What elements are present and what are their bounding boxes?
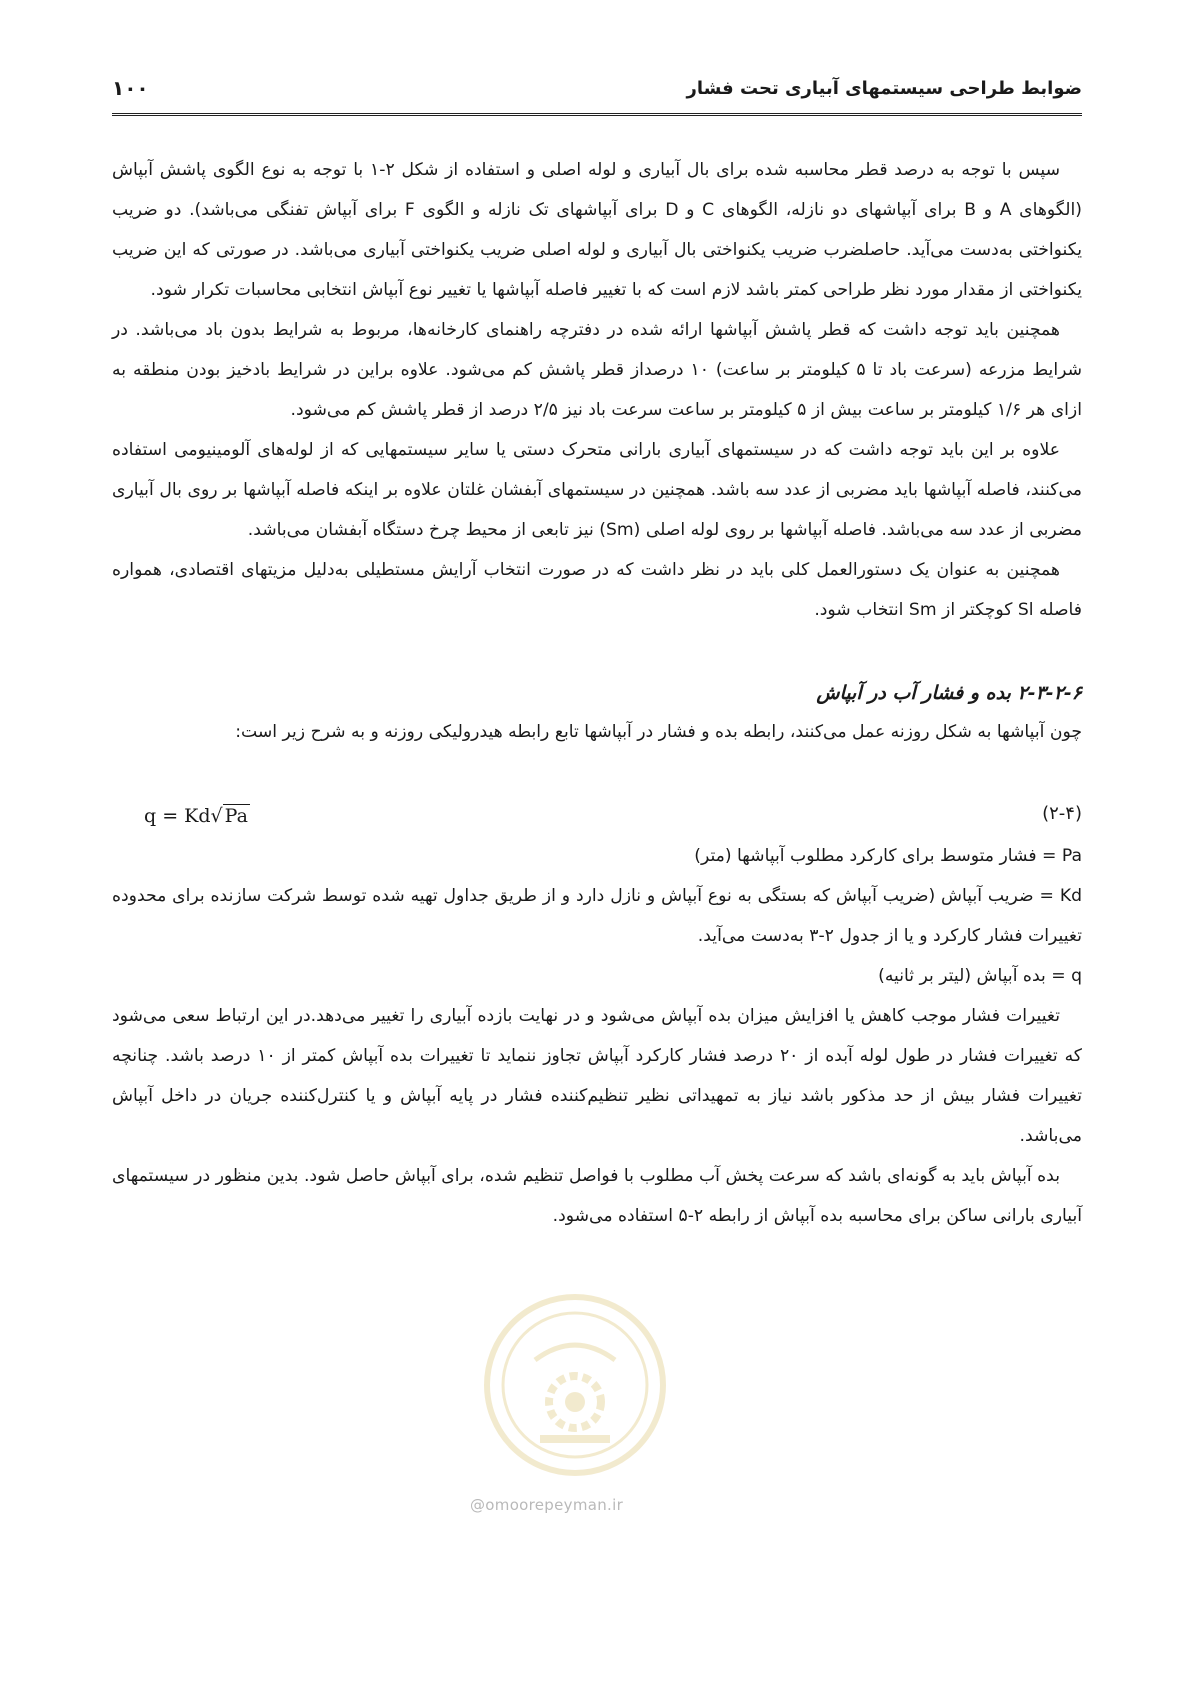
paragraph: سپس با توجه به درصد قطر محاسبه شده برای بال آبیاری و لوله اصلی و استفاده از شکل ۲-۱ با توجه به نوع الگوی پاشش آبپاش (الگوهای A و B برای آبپاشهای دو نازله، الگوهای C و D برای آبپاشهای تک نازله و الگوی F برای آبپاش تفنگی می‌باشد). دو ضریب یکنواختی به‌دست می‌آید. حاصلضرب ضریب یکنواختی بال آبیاری و لوله اصلی ضریب یکنواختی آبیاری می‌باشد. در صورتی که این ضریب یکنواختی از مقدار مورد نظر طراحی کمتر باشد لازم است که با تغییر فاصله آبپاشها یا تغییر نوع آبپاش انتخابی محاسبات تکرار شود. (112, 160, 1083, 300)
page-header (112, 70, 1082, 110)
equation-lhs: q = Kd (144, 805, 211, 827)
equation-radicand: Pa (224, 805, 248, 827)
definition-kd: Kd = ضریب آبپاش (ضریب آبپاش که بستگی به نوع آبپاش و نازل دارد و از طریق جداول تهیه شده توسط شرکت سازنده برای محدوده تغییرات فشار کارکرد و یا از جدول ۲-۳ به‌دست می‌آید. (112, 886, 1082, 946)
body-text (112, 150, 1082, 1236)
page-number: ۱۰۰ (112, 76, 149, 100)
equation-row (112, 790, 1082, 836)
paragraph: همچنین به عنوان یک دستورالعمل کلی باید در نظر داشت که در صورت انتخاب آرایش مستطیلی به‌دلیل مزیتهای اقتصادی، همواره فاصله Sl کوچکتر از Sm انتخاب شود. (112, 560, 1082, 620)
section-intro: چون آبپاشها به شکل روزنه عمل می‌کنند، رابطه بده و فشار در آبپاشها تابع رابطه هیدرولیکی روزنه و به شرح زیر است: (235, 722, 1082, 742)
definition-q: q = بده آبپاش (لیتر بر ثانیه) (878, 966, 1082, 986)
paragraph: همچنین باید توجه داشت که قطر پاشش آبپاشها ارائه شده در دفترچه راهنمای کارخانه‌ها، مربوط به شرایط بدون باد می‌باشد. در شرایط مزرعه (سرعت باد تا ۵ کیلومتر بر ساعت) ۱۰ درصداز قطر پاشش کم می‌شود. علاوه براین در شرایط بادخیز بودن منطقه به ازای هر ۱/۶ کیلومتر بر ساعت بیش از ۵ کیلومتر بر ساعت سرعت باد نیز ۲/۵ درصد از قطر پاشش کم می‌شود. (112, 320, 1083, 420)
equation (144, 796, 250, 836)
watermark-text: @omoorepeyman.ir (470, 1496, 624, 1514)
equation-number: (۲-۴) (1042, 803, 1082, 824)
paragraph: تغییرات فشار موجب کاهش یا افزایش میزان بده آبپاش می‌شود و در نهایت بازده آبیاری را تغییر می‌دهد.در این ارتباط سعی می‌شود که تغییرات فشار در طول لوله آبده از ۲۰ درصد فشار کارکرد آبپاش تجاوز ننماید تا تغییرات بده آبپاش کمتر از ۱۰ درصد باشد. چنانچه تغییرات فشار بیش از حد مذکور باشد نیاز به تمهیداتی نظیر تنظیم‌کننده فشار در پایه آبپاش و یا کنترل‌کننده جریان در داخل آبپاش می‌باشد. (112, 1006, 1082, 1146)
definition-pa: Pa = فشار متوسط برای کارکرد مطلوب آبپاشها (متر) (694, 846, 1082, 866)
sqrt-sign: √ (210, 805, 223, 827)
section-heading: ۲-۳-۲-۶ بده و فشار آب در آبپاش (816, 682, 1082, 704)
header-rule (112, 113, 1082, 116)
paragraph: علاوه بر این باید توجه داشت که در سیستمهای آبیاری بارانی متحرک دستی یا سایر سیستمهایی که از لوله‌های آلومینیومی استفاده می‌کنند، فاصله آبپاشها باید مضربی از عدد سه باشد. همچنین در سیستمهای آبفشان غلتان علاوه بر اینکه فاصله آبپاشها بر روی بال آبیاری مضربی از عدد سه می‌باشد. فاصله آبپاشها بر روی لوله اصلی (Sm) نیز تابعی از محیط چرخ دستگاه آبفشان می‌باشد. (112, 440, 1082, 540)
header-title: ضوابط طراحی سیستمهای آبیاری تحت فشار (686, 78, 1082, 99)
paragraph: بده آبپاش باید به گونه‌ای باشد که سرعت پخش آب مطلوب با فواصل تنظیم شده، برای آبپاش حاصل شود. بدین منظور در سیستمهای آبیاری بارانی ساکن برای محاسبه بده آبپاش از رابطه ۲-۵ استفاده می‌شود. (112, 1166, 1082, 1226)
definitions (112, 836, 1082, 996)
watermark-logo (480, 1290, 670, 1480)
